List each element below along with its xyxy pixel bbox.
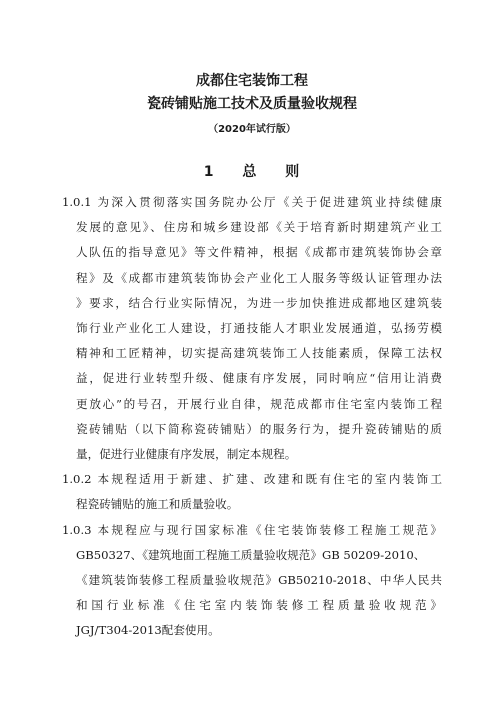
clause-line: GB50327、《建筑地面工程施工质量验收规范》GB 50209-2010、 <box>76 547 426 562</box>
clause-line: 程》及《成都市建筑装饰协会产业化工人服务等级认证管理办法 <box>76 270 442 285</box>
clause-line: 发展的意见》、住房和城乡建设部《关于培育新时期建筑产业工 <box>76 220 442 235</box>
clause-line: 程瓷砖铺贴的施工和质量验收。 <box>76 497 239 512</box>
clause-line: 饰行业产业化工人建设，打通技能人才职业发展通道，弘扬劳模 <box>76 321 442 336</box>
clause-line: 1.0.2 本规程适用于新建、扩建、改建和既有住宅的室内装饰工 <box>62 472 442 487</box>
clause-line: 人队伍的指导意见》等文件精神，根据《成都市建筑装饰协会章 <box>76 245 442 260</box>
clause-line: 更放心”的号召，开展行业自律，规范成都市住宅室内装饰工程 <box>76 396 442 411</box>
document-title-line1: 成都住宅装饰工程 <box>196 73 308 89</box>
chapter-title-part2: 则 <box>285 164 301 180</box>
chapter-title-part1: 总 <box>242 164 258 180</box>
clause-2 <box>62 467 442 517</box>
clause-line: 和国行业标准《住宅室内装饰装修工程质量验收规范》 <box>76 598 442 613</box>
clause-line: 量，促进行业健康有序发展，制定本规程。 <box>76 447 297 462</box>
chapter-number: 1 <box>203 164 215 180</box>
chapter-heading <box>62 162 442 182</box>
clause-3 <box>62 518 442 644</box>
clause-line: 精神和工匠精神，切实提高建筑装饰工人技能素质，保障工法权 <box>76 346 442 361</box>
clause-line: 1.0.3 本规程应与现行国家标准《住宅装饰装修工程施工规范》 <box>62 522 442 537</box>
clause-line: 《建筑装饰装修工程质量验收规范》GB50210-2018、中华人民共 <box>76 573 442 588</box>
clause-line: 益，促进行业转型升级、健康有序发展，同时响应“信用让消费 <box>76 371 442 386</box>
clause-line: 瓷砖铺贴（以下简称瓷砖铺贴）的服务行为，提升瓷砖铺贴的质 <box>76 421 442 436</box>
clause-1 <box>62 190 442 467</box>
clause-line: 1.0.1 为深入贯彻落实国务院办公厅《关于促进建筑业持续健康 <box>62 195 442 209</box>
clause-line: JGJ/T304-2013配套使用。 <box>76 623 220 638</box>
clause-line: 》要求，结合行业实际情况，为进一步加快推进成都地区建筑装 <box>76 295 442 310</box>
clause-list <box>62 190 442 644</box>
document-subtitle: （2020年试行版） <box>208 124 296 135</box>
document-title-line2: 瓷砖铺贴施工技术及质量验收规程 <box>147 96 357 112</box>
